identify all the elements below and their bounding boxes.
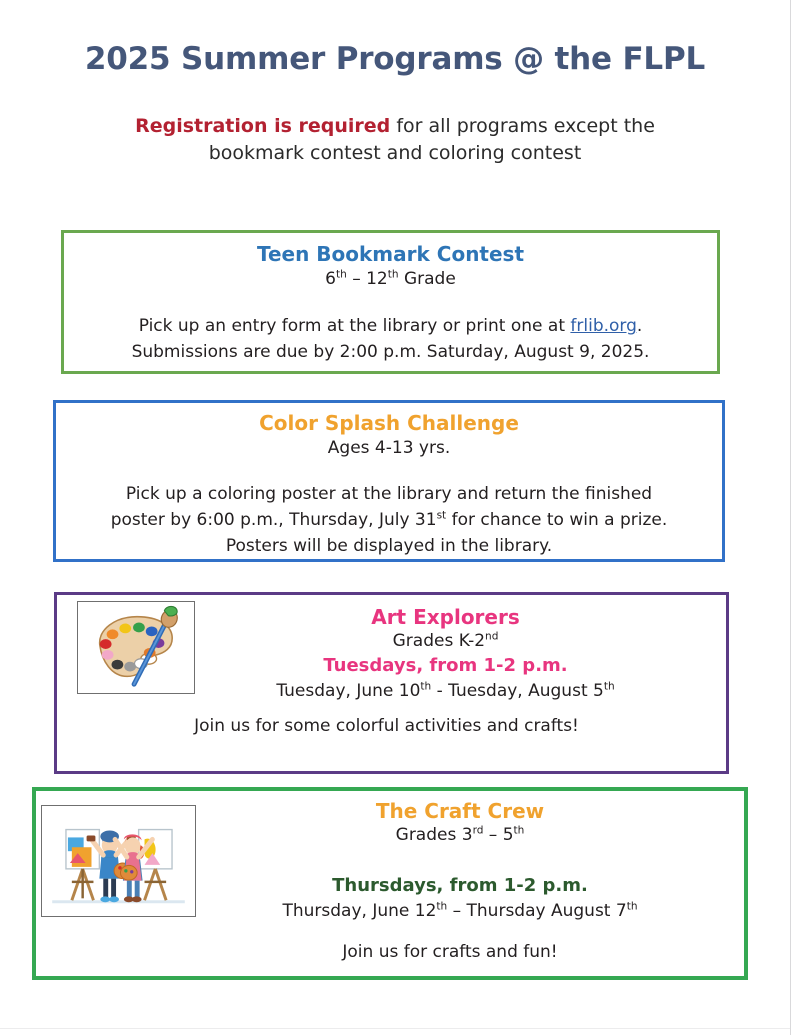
grades-sup-1: th bbox=[336, 268, 347, 281]
detail-line1: Pick up a coloring poster at the library and return the finished bbox=[125, 484, 653, 504]
frlib-org-link[interactable]: frlib.org bbox=[570, 316, 637, 336]
grades-sup-1: rd bbox=[472, 824, 484, 837]
program-heading: Teen Bookmark Contest bbox=[256, 242, 525, 266]
program-card-color-splash-challenge bbox=[53, 400, 725, 562]
grades-sup-2: th bbox=[513, 824, 525, 837]
program-grades bbox=[175, 629, 716, 653]
detail-line1-pre: Pick up an entry form at the library or print one at bbox=[138, 316, 571, 336]
program-text-block bbox=[175, 605, 716, 703]
grades-mid: – 12 bbox=[346, 269, 388, 289]
dates-mid: - Tuesday, August 5 bbox=[431, 681, 604, 701]
dates-mid: – Thursday August 7 bbox=[447, 901, 627, 921]
grades-sup-2: th bbox=[387, 268, 399, 281]
grades-sup: nd bbox=[485, 630, 499, 643]
registration-rest-text: for all programs except the bbox=[390, 115, 655, 137]
page-title: 2025 Summer Programs @ the FLPL bbox=[84, 41, 706, 77]
program-heading: Art Explorers bbox=[371, 605, 520, 629]
program-heading: Color Splash Challenge bbox=[259, 411, 519, 435]
program-card-teen-bookmark-contest bbox=[61, 230, 720, 374]
grades-pre: 6 bbox=[325, 269, 336, 289]
program-ages: Ages 4-13 yrs. bbox=[327, 438, 451, 458]
program-dates bbox=[175, 679, 716, 703]
grades-mid: – 5 bbox=[483, 825, 514, 845]
program-details bbox=[56, 481, 722, 559]
program-tagline: Join us for some colorful activities and crafts! bbox=[194, 716, 579, 736]
scan-page-edge bbox=[790, 0, 791, 1035]
program-tagline: Join us for crafts and fun! bbox=[342, 942, 558, 962]
detail-line2: Submissions are due by 2:00 p.m. Saturday, August 9, 2025. bbox=[131, 342, 650, 362]
grades-pre: Grades 3 bbox=[395, 825, 473, 845]
program-dates bbox=[186, 899, 734, 923]
program-text-block bbox=[186, 799, 734, 923]
program-grades bbox=[64, 268, 717, 291]
detail-line2-pre: poster by 6:00 p.m., Thursday, July 31 bbox=[110, 510, 437, 530]
dates-pre: Tuesday, June 10 bbox=[276, 681, 421, 701]
dates-sup-2: th bbox=[603, 680, 615, 693]
dates-sup-1: th bbox=[436, 900, 448, 913]
registration-line2-text: bookmark contest and coloring contest bbox=[208, 142, 582, 164]
program-card-art-explorers bbox=[54, 592, 729, 774]
dates-sup-2: th bbox=[626, 900, 638, 913]
program-card-the-craft-crew bbox=[32, 787, 748, 980]
program-time: Thursdays, from 1-2 p.m. bbox=[332, 875, 588, 896]
registration-note bbox=[0, 113, 790, 167]
program-thumbnail bbox=[41, 805, 196, 917]
program-time: Tuesdays, from 1-2 p.m. bbox=[323, 655, 568, 676]
dates-pre: Thursday, June 12 bbox=[282, 901, 437, 921]
program-grades bbox=[186, 823, 734, 847]
grades-post: Grade bbox=[398, 269, 456, 289]
detail-line3: Posters will be displayed in the library. bbox=[225, 536, 553, 556]
program-details bbox=[64, 313, 717, 365]
detail-line2-sup: st bbox=[436, 509, 447, 522]
kids-painting-icon bbox=[41, 805, 196, 917]
grades-pre: Grades K-2 bbox=[392, 631, 486, 651]
registration-required-text: Registration is required bbox=[135, 115, 391, 137]
detail-line1-post: . bbox=[636, 316, 643, 336]
dates-sup-1: th bbox=[420, 680, 432, 693]
program-heading: The Craft Crew bbox=[375, 799, 545, 823]
detail-line2-post: for chance to win a prize. bbox=[446, 510, 668, 530]
scan-page-edge-bottom bbox=[0, 1028, 790, 1029]
